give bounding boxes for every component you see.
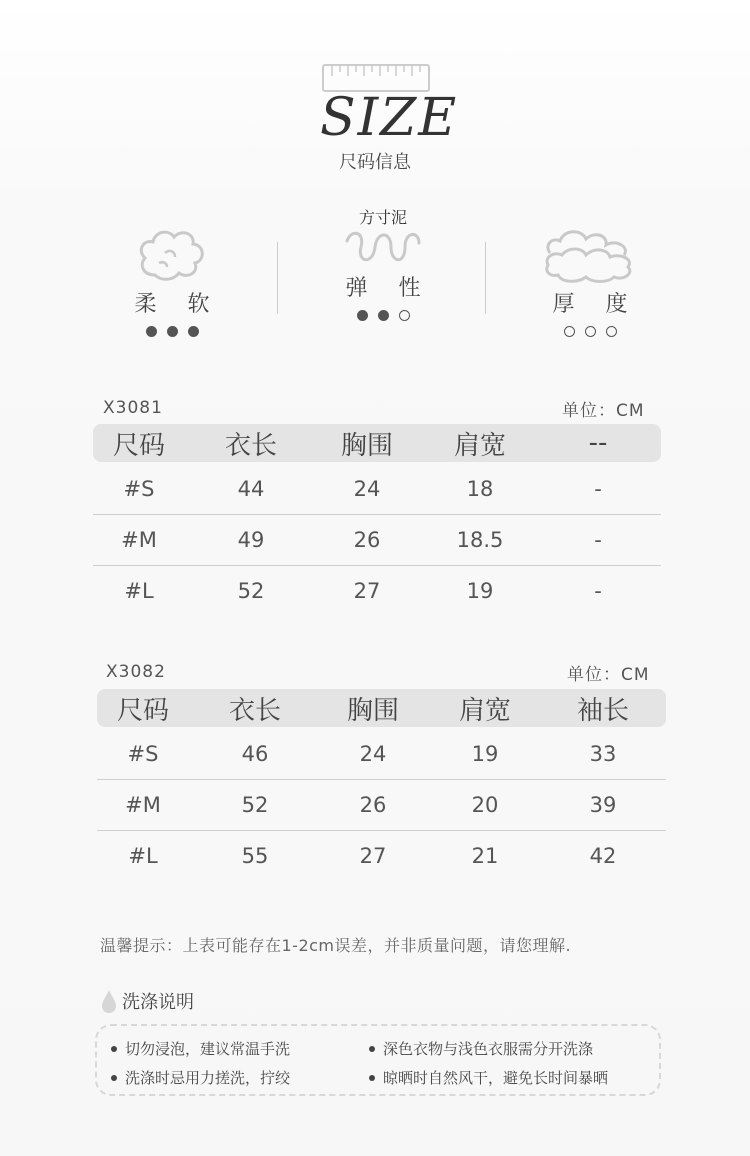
- rating-dot-filled: [167, 326, 178, 337]
- rating-dot-filled: [378, 310, 389, 321]
- rating-dot-empty: [606, 326, 617, 337]
- table-cell: #L: [128, 844, 158, 868]
- size-table-x3082: [97, 689, 666, 881]
- header-cell: 袖长: [576, 695, 629, 726]
- table-cell: 42: [589, 844, 617, 868]
- water-drop-icon: [100, 988, 118, 1014]
- spring-coil-icon: [343, 227, 423, 267]
- elasticity-rating: [313, 310, 453, 321]
- tolerance-tip: 温馨提示：上表可能存在1-2cm误差，并非质量问题，请您理解.: [100, 936, 572, 955]
- wash-item: [369, 1067, 608, 1088]
- wash-item: [111, 1038, 290, 1059]
- table-cell: 24: [353, 477, 381, 501]
- rating-dot-filled: [146, 326, 157, 337]
- wash-item-text: 晾晒时自然风干，避免长时间暴晒: [383, 1069, 609, 1087]
- table-cell: 26: [359, 793, 387, 817]
- size-table-x3081: [93, 424, 661, 616]
- header-cell: 胸围: [346, 695, 399, 726]
- table-cell: 18: [466, 477, 494, 501]
- wash-title-row: [100, 988, 194, 1014]
- header-cell: 肩宽: [458, 695, 511, 726]
- rating-dot-filled: [188, 326, 199, 337]
- header-cell: 尺码: [116, 695, 169, 726]
- header-cell: 肩宽: [453, 430, 506, 461]
- table-cell: 27: [359, 844, 387, 868]
- table-cell: 39: [589, 793, 617, 817]
- cotton-cloud-icon: [135, 225, 209, 285]
- table-cell: 27: [353, 579, 381, 603]
- table-cell: 24: [359, 742, 387, 766]
- rating-dot-filled: [357, 310, 368, 321]
- table-cell: 19: [471, 742, 499, 766]
- table-cell: 52: [237, 579, 265, 603]
- product-code: X3082: [106, 662, 166, 682]
- attribute-elasticity: [313, 205, 453, 321]
- table-row: [93, 515, 661, 566]
- attribute-label: 厚 度: [552, 292, 640, 317]
- table-cell: 52: [241, 793, 269, 817]
- table-cell: #S: [123, 477, 155, 501]
- wash-instructions-box: [95, 1024, 661, 1096]
- wash-item-text: 洗涤时忌用力搓洗，拧绞: [125, 1069, 291, 1087]
- rating-dot-empty: [399, 310, 410, 321]
- table-row: [93, 464, 661, 515]
- table-cell: 33: [589, 742, 617, 766]
- table-cell: 55: [241, 844, 269, 868]
- table-cell: #L: [124, 579, 154, 603]
- table-cell: -: [594, 477, 602, 501]
- wash-item: [111, 1067, 290, 1088]
- table-cell: -: [594, 579, 602, 603]
- bullet: [369, 1075, 375, 1081]
- table-row: [97, 780, 666, 831]
- thickness-rating: [520, 326, 660, 337]
- table-header: [97, 689, 666, 727]
- table-header: [93, 424, 661, 462]
- table-cell: 18.5: [456, 528, 504, 552]
- unit-label: 单位：CM: [567, 665, 650, 685]
- table-cell: 19: [466, 579, 494, 603]
- table-cell: 21: [471, 844, 499, 868]
- header-cell: --: [588, 428, 608, 458]
- header-cell: 尺码: [112, 430, 165, 461]
- unit-label: 单位：CM: [562, 401, 645, 421]
- brand-name: 方寸泥: [358, 208, 407, 227]
- softness-rating: [102, 326, 242, 337]
- table-cell: 20: [471, 793, 499, 817]
- wash-item-text: 深色衣物与浅色衣服需分开洗涤: [383, 1040, 594, 1058]
- bullet: [111, 1046, 117, 1052]
- wash-item-text: 切勿浸泡，建议常温手洗: [125, 1040, 291, 1058]
- wash-item: [369, 1038, 593, 1059]
- attribute-softness: [102, 205, 242, 337]
- layered-cloud-icon: [542, 225, 638, 285]
- table-cell: 49: [237, 528, 265, 552]
- product-code: X3081: [103, 398, 163, 418]
- size-title: SIZE: [320, 88, 459, 148]
- wash-title: 洗涤说明: [122, 992, 194, 1013]
- size-subtitle: 尺码信息: [339, 152, 411, 173]
- table-cell: #M: [121, 528, 157, 552]
- header-cell: 衣长: [228, 695, 281, 726]
- table-cell: 46: [241, 742, 269, 766]
- table-row: [97, 729, 666, 780]
- divider: [277, 242, 278, 314]
- attribute-thickness: [520, 205, 660, 337]
- table-cell: #M: [125, 793, 161, 817]
- bullet: [369, 1046, 375, 1052]
- table-row: [97, 831, 666, 881]
- table-cell: 26: [353, 528, 381, 552]
- table-cell: -: [594, 528, 602, 552]
- table-cell: 44: [237, 477, 265, 501]
- header-cell: 衣长: [224, 430, 277, 461]
- divider: [485, 242, 486, 314]
- table-row: [93, 566, 661, 616]
- rating-dot-empty: [564, 326, 575, 337]
- rating-dot-empty: [585, 326, 596, 337]
- table-cell: #S: [127, 742, 159, 766]
- attribute-label: 柔 软: [134, 292, 222, 317]
- bullet: [111, 1075, 117, 1081]
- header-cell: 胸围: [340, 430, 393, 461]
- attribute-label: 弹 性: [345, 276, 433, 301]
